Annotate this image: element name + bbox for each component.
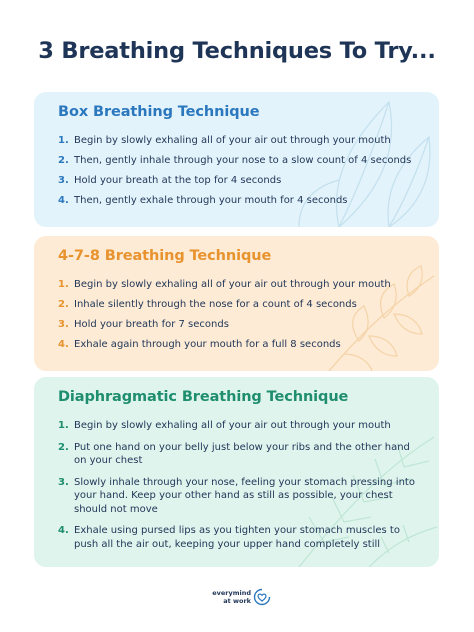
everymind-logo [207, 588, 269, 610]
heart-circle-icon [253, 588, 271, 606]
step-number: 1. [58, 420, 69, 431]
section-title: Diaphragmatic Breathing Technique [58, 389, 349, 405]
list-item [58, 134, 421, 148]
steps-list [58, 419, 421, 559]
four-seven-eight-card [34, 236, 439, 371]
step-text: Slowly inhale through your nose, feeling your stomach pressing into your hand. Keep your other hand as still as possible, your chest should not move [74, 476, 415, 515]
step-text: Put one hand on your belly just below your ribs and the other hand on your chest [74, 441, 410, 466]
step-text: Begin by slowly exhaling all of your air out through your mouth [74, 279, 391, 290]
page-title: 3 Breathing Techniques To Try... [38, 38, 436, 64]
step-number: 2. [58, 299, 69, 310]
list-item [58, 441, 421, 468]
logo-text [207, 589, 251, 605]
list-item [58, 318, 421, 332]
box-breathing-card [34, 92, 439, 227]
logo-line-1: everymind [212, 589, 251, 597]
list-item [58, 476, 421, 517]
list-item [58, 524, 421, 551]
step-number: 1. [58, 279, 69, 290]
step-number: 4. [58, 525, 69, 536]
step-text: Then, gently inhale through your nose to a slow count of 4 seconds [74, 155, 412, 166]
step-text: Exhale using pursed lips as you tighten your stomach muscles to push all the air out, keeping your upper hand completely still [74, 525, 400, 550]
step-number: 4. [58, 339, 69, 350]
step-number: 3. [58, 476, 69, 488]
step-text: Inhale silently through the nose for a count of 4 seconds [74, 299, 357, 310]
list-item [58, 298, 421, 312]
list-item [58, 338, 421, 352]
step-number: 2. [58, 155, 69, 166]
step-text: Begin by slowly exhaling all of your air out through your mouth [74, 420, 391, 431]
section-title: 4-7-8 Breathing Technique [58, 248, 272, 264]
list-item [58, 154, 421, 168]
list-item [58, 174, 421, 188]
list-item [58, 278, 421, 292]
step-text: Exhale again through your mouth for a full 8 seconds [74, 339, 341, 350]
step-number: 3. [58, 175, 69, 186]
step-text: Begin by slowly exhaling all of your air out through your mouth [74, 135, 391, 146]
steps-list [58, 134, 421, 214]
step-number: 1. [58, 135, 69, 146]
section-title: Box Breathing Technique [58, 104, 260, 120]
step-number: 2. [58, 441, 69, 453]
step-text: Hold your breath at the top for 4 seconds [74, 175, 282, 186]
step-text: Then, gently exhale through your mouth for 4 seconds [74, 195, 348, 206]
steps-list [58, 278, 421, 358]
step-number: 3. [58, 319, 69, 330]
list-item [58, 419, 421, 433]
list-item [58, 194, 421, 208]
logo-line-2: at work [223, 597, 251, 605]
step-text: Hold your breath for 7 seconds [74, 319, 229, 330]
diaphragmatic-card [34, 377, 439, 567]
step-number: 4. [58, 195, 69, 206]
